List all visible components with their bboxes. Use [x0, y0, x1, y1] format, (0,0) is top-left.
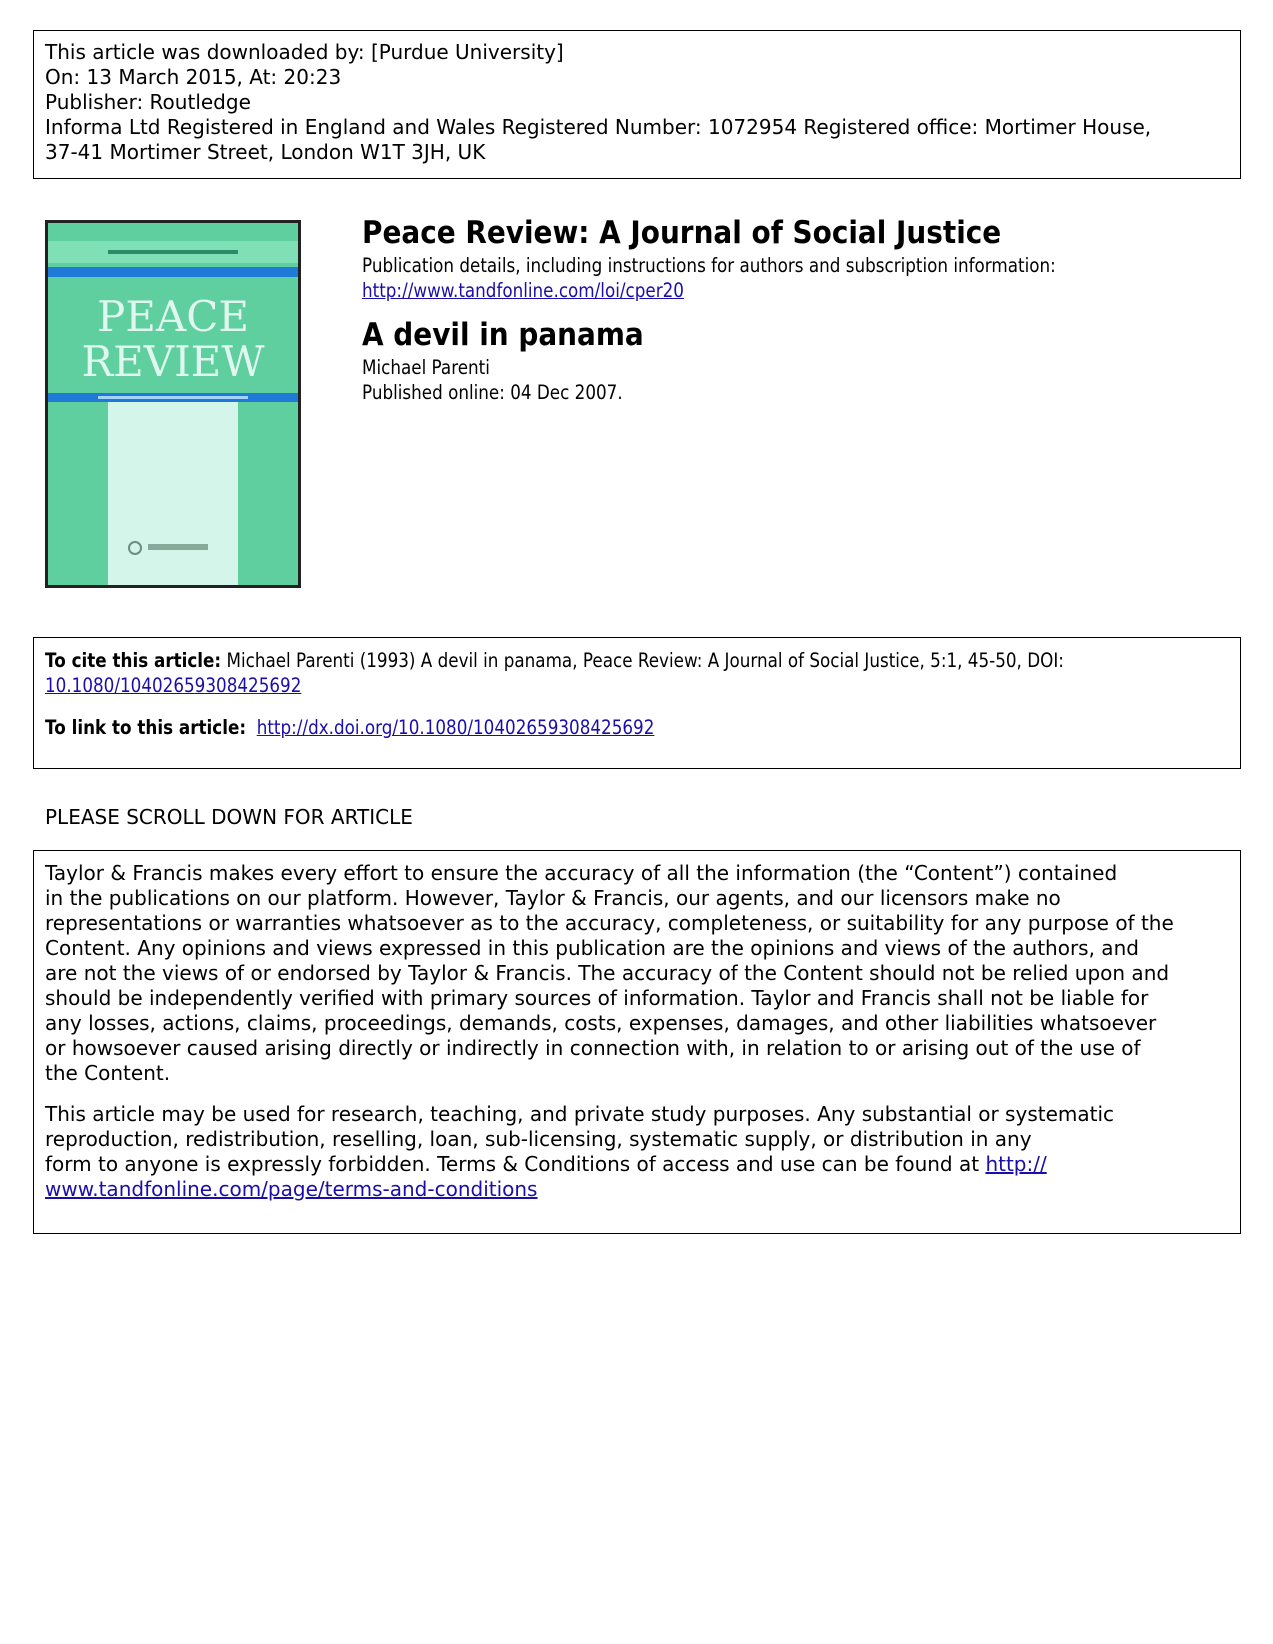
terms-line: Content. Any opinions and views expressed in this publication are the opinions and views of the authors, and	[45, 936, 1139, 960]
terms-line	[45, 1177, 1229, 1202]
download-notice-box	[33, 30, 1241, 179]
download-notice-line: Publisher: Routledge	[45, 90, 251, 114]
link-label: To link to this article:	[45, 716, 247, 739]
article-link[interactable]: http://dx.doi.org/10.1080/10402659308425692	[256, 716, 655, 739]
publisher-logo-icon	[128, 541, 228, 555]
terms-line: This article may be used for research, teaching, and private study purposes. Any substantial or systematic	[45, 1102, 1115, 1126]
article-author: Michael Parenti	[362, 356, 490, 379]
scroll-notice: PLEASE SCROLL DOWN FOR ARTICLE	[45, 805, 413, 829]
terms-line: Taylor & Francis makes every effort to ensure the accuracy of all the information (the “Content”) contained	[45, 861, 1118, 885]
download-notice-line: Informa Ltd Registered in England and Wales Registered Number: 1072954 Registered office: Mortimer House,	[45, 115, 1152, 139]
terms-box	[33, 850, 1241, 1234]
download-notice-line: 37-41 Mortimer Street, London W1T 3JH, UK	[45, 140, 486, 164]
terms-line: representations or warranties whatsoever as to the accuracy, completeness, or suitability for any purpose of the	[45, 911, 1174, 935]
cover-top-band	[48, 241, 298, 263]
terms-line: in the publications on our platform. However, Taylor & Francis, our agents, and our licensors make no	[45, 886, 1061, 910]
cite-text: Michael Parenti (1993) A devil in panama, Peace Review: A Journal of Social Justice, 5:1, 45-50, DOI:	[226, 649, 1064, 672]
cover-title-line: PEACE	[96, 292, 250, 341]
citation-box	[33, 637, 1241, 769]
doi-link[interactable]: 10.1080/10402659308425692	[45, 674, 302, 697]
terms-line	[45, 1152, 1229, 1177]
journal-info	[362, 213, 1222, 405]
terms-line: are not the views of or endorsed by Taylor & Francis. The accuracy of the Content should not be relied upon and	[45, 961, 1170, 985]
terms-line: any losses, actions, claims, proceedings, demands, costs, expenses, damages, and other liabilities whatsoever	[45, 1011, 1157, 1035]
terms-link-part2[interactable]: www.tandfonline.com/page/terms-and-conditions	[45, 1177, 538, 1201]
publication-details: Publication details, including instructions for authors and subscription information:	[362, 254, 1056, 277]
article-title: A devil in panama	[362, 317, 644, 353]
journal-url-link[interactable]: http://www.tandfonline.com/loi/cper20	[362, 279, 684, 302]
published-date: Published online: 04 Dec 2007.	[362, 381, 623, 404]
download-notice-line: On: 13 March 2015, At: 20:23	[45, 65, 342, 89]
cover-light-panel	[108, 402, 238, 585]
terms-line: the Content.	[45, 1061, 171, 1085]
terms-line: reproduction, redistribution, reselling, loan, sub-licensing, systematic supply, or distribution in any	[45, 1127, 1032, 1151]
terms-line: or howsoever caused arising directly or indirectly in connection with, in relation to or arising out of the use of	[45, 1036, 1141, 1060]
cover-title-line: REVIEW	[81, 337, 265, 386]
cover-subtitle-band	[48, 393, 298, 402]
terms-link-part1[interactable]: http://	[985, 1152, 1047, 1176]
journal-title: Peace Review: A Journal of Social Justice	[362, 215, 1002, 251]
journal-cover-image	[45, 220, 301, 588]
download-notice-line: This article was downloaded by: [Purdue University]	[45, 40, 564, 64]
cite-label: To cite this article:	[45, 649, 222, 672]
terms-line-text: form to anyone is expressly forbidden. Terms & Conditions of access and use can be found at	[45, 1152, 986, 1176]
terms-line: should be independently verified with primary sources of information. Taylor and Francis shall not be liable for	[45, 986, 1149, 1010]
cover-blue-band	[48, 267, 298, 277]
